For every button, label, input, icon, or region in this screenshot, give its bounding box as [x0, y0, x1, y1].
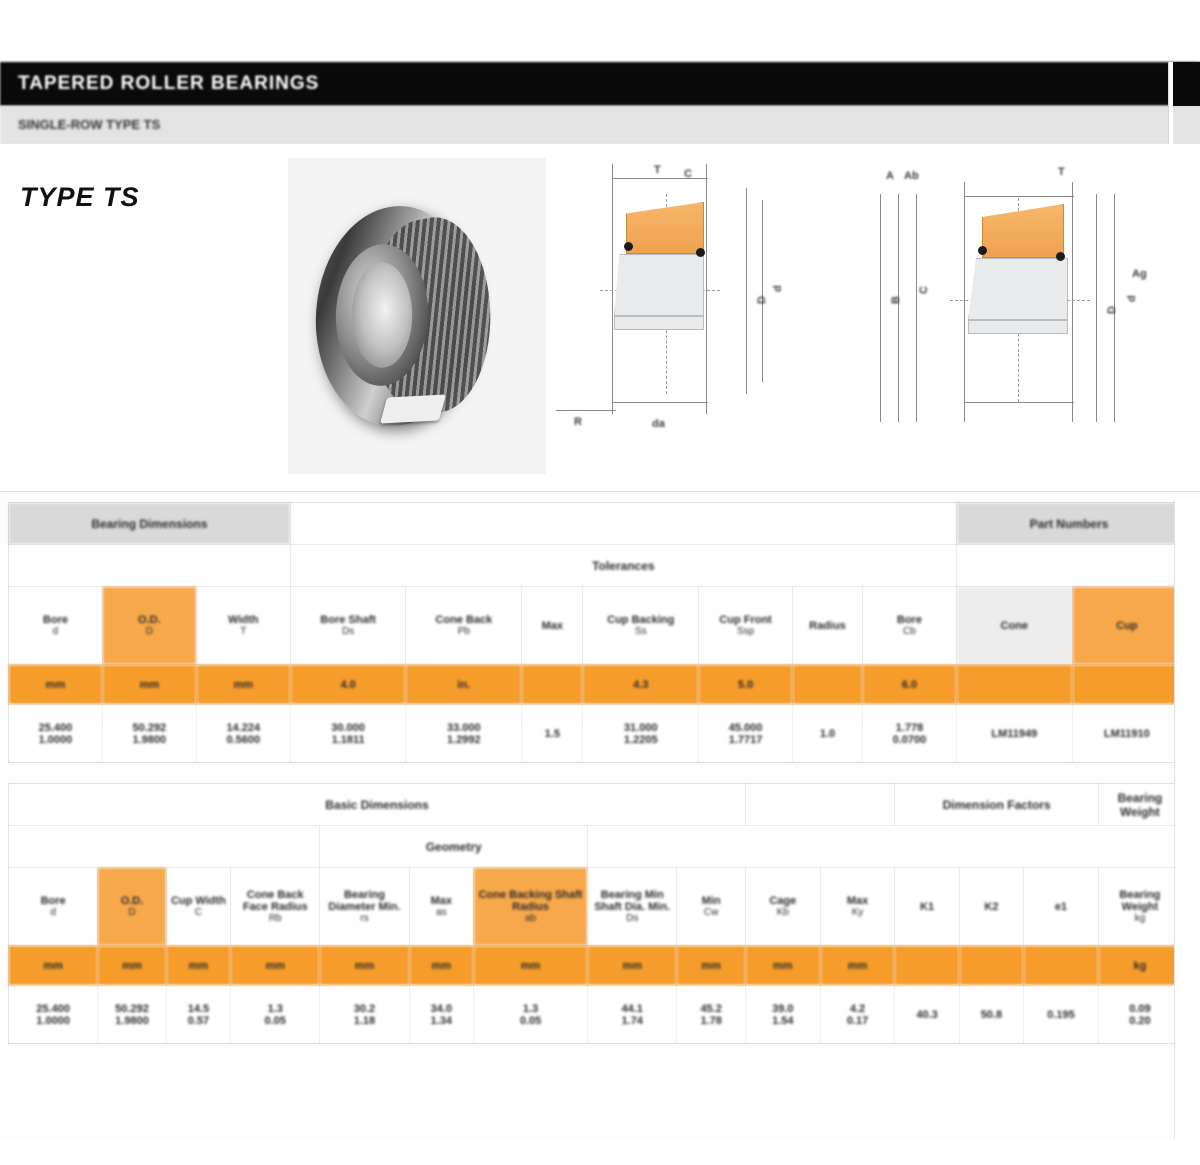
- bearing-photo: [288, 158, 546, 474]
- cross-section-drawing-2: A Ab T B C D d Ag: [846, 164, 1164, 464]
- unit-cell: mm: [677, 946, 746, 986]
- col2-header-max: Max as: [409, 868, 473, 946]
- unit-cell: [1024, 946, 1099, 986]
- data-cell-e1: 0.195: [1024, 986, 1099, 1044]
- unit-cell: mm: [98, 946, 167, 986]
- table-row-group-headers: [9, 503, 1182, 545]
- unit-cell: mm: [166, 946, 230, 986]
- unit-cell: 5.0: [699, 665, 793, 705]
- bearing-illustration: [308, 196, 520, 436]
- data-cell-cone-back-face-radius: 1.3 0.05: [231, 986, 320, 1044]
- right-edge-gray: [1173, 106, 1200, 144]
- table-row-subgroup: [9, 545, 1182, 587]
- data-cell-bore-cb: 1.778 0.0700: [862, 705, 956, 763]
- unit-cell: mm: [9, 665, 103, 705]
- data-cell-max-ky: 4.2 0.17: [820, 986, 895, 1044]
- catalog-title-bar: [0, 62, 1200, 106]
- data-cell-bearing-diameter-min: 30.2 1.18: [320, 986, 409, 1044]
- bearing-dimensions-table: [8, 502, 1182, 763]
- cross-section-drawing-1: T C D d da R: [556, 164, 804, 464]
- unit-cell: mm: [231, 946, 320, 986]
- right-edge-black: [1173, 62, 1200, 106]
- col-header-od: O.D. D: [102, 587, 196, 665]
- data-cell-radius: 1.0: [793, 705, 863, 763]
- group-part-numbers: Part Numbers: [956, 503, 1181, 545]
- col2-header-cage: Cage Kb: [745, 868, 820, 946]
- data-cell-bore: 25.400 1.0000: [9, 986, 98, 1044]
- data-cell-max: 34.0 1.34: [409, 986, 473, 1044]
- unit-cell: in.: [406, 665, 522, 705]
- subgroup2-blank-right: [588, 826, 1182, 868]
- data-cell-cup-front: 45.000 1.7717: [699, 705, 793, 763]
- unit-cell: mm: [745, 946, 820, 986]
- col2-header-cone-backing-shaft-radius: Cone Backing Shaft Radius ab: [473, 868, 587, 946]
- col2-header-max-ky: Max Ky: [820, 868, 895, 946]
- unit-cell: [895, 946, 959, 986]
- unit-cell: mm: [820, 946, 895, 986]
- table-row-units: [9, 665, 1182, 705]
- data-cell-cone-backing-shaft-radius: 1.3 0.05: [473, 986, 587, 1044]
- type-label: TYPE TS: [20, 182, 140, 212]
- data-cell-cup-part: LM11910: [1072, 705, 1181, 763]
- group-dimension-factors-a: [745, 784, 894, 826]
- subgroup-tolerances: Tolerances: [290, 545, 956, 587]
- unit-cell: 4.3: [583, 665, 699, 705]
- basic-dimensions-table: [8, 783, 1182, 1044]
- page-right-edge-strip: [1168, 62, 1200, 144]
- col-header-cone-back: Cone Back Pb: [406, 587, 522, 665]
- group-tolerances: [290, 503, 956, 545]
- unit-cell: mm: [9, 946, 98, 986]
- data-cell-bore-shaft: 30.000 1.1811: [290, 705, 406, 763]
- unit-cell: mm: [409, 946, 473, 986]
- col-header-bore-shaft: Bore Shaft Ds: [290, 587, 406, 665]
- subgroup-blank-left: [9, 545, 291, 587]
- col-header-cup-front: Cup Front Ssp: [699, 587, 793, 665]
- page-top-margin: [0, 0, 1200, 62]
- subgroup-geometry: Geometry: [320, 826, 588, 868]
- data-cell-cup-backing: 31.000 1.2205: [583, 705, 699, 763]
- unit-cell: mm: [473, 946, 587, 986]
- data-cell-od: 50.292 1.9800: [102, 705, 196, 763]
- unit-cell: mm: [588, 946, 677, 986]
- table2-row-group-headers: [9, 784, 1182, 826]
- unit-cell: 6.0: [862, 665, 956, 705]
- col2-header-k2: K2: [959, 868, 1023, 946]
- data-cell-cage: 39.0 1.54: [745, 986, 820, 1044]
- data-cell-max: 1.5: [522, 705, 583, 763]
- table-row-column-headers: [9, 587, 1182, 665]
- table2-row-subgroup: [9, 826, 1182, 868]
- col-header-cup: Cup: [1072, 587, 1181, 665]
- unit-cell: [959, 946, 1023, 986]
- unit-cell: kg: [1098, 946, 1181, 986]
- data-cell-k1: 40.3: [895, 986, 959, 1044]
- data-cell-bearing-weight: 0.09 0.20: [1098, 986, 1181, 1044]
- data-cell-cone-back: 33.000 1.2992: [406, 705, 522, 763]
- table-gap: [0, 763, 1200, 773]
- col2-header-bearing-min-shaft-dia: Bearing Min Shaft Dia. Min. Ds: [588, 868, 677, 946]
- page-bottom-crop: [0, 1139, 1200, 1165]
- col-header-bore: Bore d: [9, 587, 103, 665]
- col-header-max: Max: [522, 587, 583, 665]
- group-bearing-weight: Bearing Weight: [1098, 784, 1181, 826]
- catalog-subtitle: SINGLE-ROW TYPE TS: [18, 117, 161, 132]
- col-header-radius: Radius: [793, 587, 863, 665]
- group-bearing-dimensions: Bearing Dimensions: [9, 503, 291, 545]
- col2-header-e1: e1: [1024, 868, 1099, 946]
- table2-row-units: [9, 946, 1182, 986]
- unit-cell: [793, 665, 863, 705]
- unit-cell: mm: [102, 665, 196, 705]
- data-cell-width: 14.224 0.5600: [196, 705, 290, 763]
- table2-row-column-headers: [9, 868, 1182, 946]
- group-basic-dimensions: Basic Dimensions: [9, 784, 746, 826]
- col2-header-min: Min Cw: [677, 868, 746, 946]
- data-cell-min: 45.2 1.78: [677, 986, 746, 1044]
- unit-cell: mm: [196, 665, 290, 705]
- data-cell-bearing-min-shaft-dia: 44.1 1.74: [588, 986, 677, 1044]
- subgroup2-blank-left: [9, 826, 320, 868]
- col2-header-cone-back-face-radius: Cone Back Face Radius Rb: [231, 868, 320, 946]
- unit-cell: [1072, 665, 1181, 705]
- unit-cell: 4.0: [290, 665, 406, 705]
- col2-header-k1: K1: [895, 868, 959, 946]
- catalog-title: TAPERED ROLLER BEARINGS: [18, 73, 320, 94]
- col-header-width: Width T: [196, 587, 290, 665]
- data-cell-cup-width: 14.5 0.57: [166, 986, 230, 1044]
- unit-cell: [522, 665, 583, 705]
- table-row: [9, 986, 1182, 1044]
- catalog-subtitle-bar: [0, 106, 1200, 144]
- page-right-crop: [1174, 500, 1200, 1140]
- col2-header-bearing-diameter-min: Bearing Diameter Min. rs: [320, 868, 409, 946]
- bearing-label-tab: [380, 395, 446, 424]
- col-header-cone: Cone: [956, 587, 1072, 665]
- col2-header-od: O.D. D: [98, 868, 167, 946]
- col2-header-cup-width: Cup Width C: [166, 868, 230, 946]
- table-row: [9, 705, 1182, 763]
- data-cell-k2: 50.8: [959, 986, 1023, 1044]
- unit-cell: [956, 665, 1072, 705]
- col-header-cup-backing: Cup Backing Ss: [583, 587, 699, 665]
- table-1-wrap: [0, 502, 1200, 763]
- table-2-wrap: [0, 783, 1200, 1044]
- subgroup-blank-right: [956, 545, 1181, 587]
- data-cell-bore: 25.400 1.0000: [9, 705, 103, 763]
- col2-header-bearing-weight: Bearing Weight kg: [1098, 868, 1181, 946]
- unit-cell: mm: [320, 946, 409, 986]
- col2-header-bore: Bore d: [9, 868, 98, 946]
- data-cell-od: 50.292 1.9800: [98, 986, 167, 1044]
- figure-band: [0, 144, 1200, 492]
- data-cell-cone-part: LM11949: [956, 705, 1072, 763]
- group-dimension-factors: Dimension Factors: [895, 784, 1098, 826]
- col-header-bore-cb: Bore Cb: [862, 587, 956, 665]
